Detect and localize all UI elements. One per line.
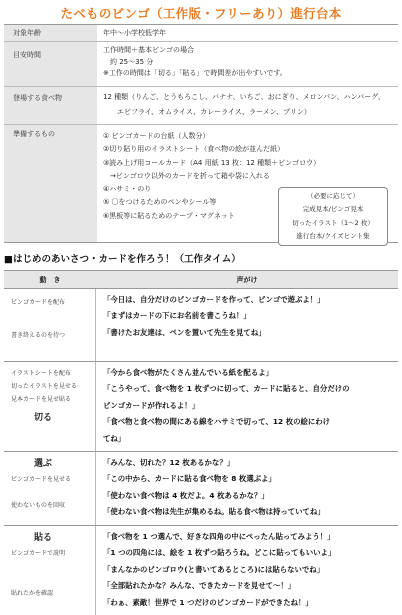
info-row-time [4, 42, 398, 87]
lines-cell [96, 289, 398, 361]
script-line: 「食べ物と食べ物の間にある線をハサミで切って、12 枚の絵にわけ [103, 417, 331, 427]
food-value [97, 87, 398, 124]
page-title: たべものビンゴ（工作版・フリーあり）進行台本 [60, 6, 342, 21]
material-item: ②切り貼り用のイラストシート（食べ物の絵が並んだ紙） [103, 145, 285, 154]
optional-items-box [278, 187, 388, 246]
table-header [4, 271, 398, 289]
material-item: ⑤ 〇をつけるためのペンやシール等 [103, 198, 217, 207]
material-item: ⑥黒板等に貼るためのテープ・マグネット [103, 211, 235, 220]
action-text: ビンゴカードを見せる [11, 476, 72, 483]
material-item: ④ハサミ・のり [103, 185, 152, 194]
lines-cell [96, 526, 398, 615]
script-line: 「使わない食べ物は先生が集めるね。貼る食べ物は持っていてね」 [103, 507, 325, 517]
column-header-action: 動 き [39, 275, 61, 284]
optional-item: 切ったイラスト（1～2 枚） [292, 218, 374, 227]
script-line: 「今日は、自分だけのビンゴカードを作って、ビンゴで遊ぶよ！」 [103, 295, 325, 304]
lines-cell [96, 452, 398, 525]
action-text: 貼る [34, 533, 53, 543]
material-item: →ビンゴロウ以外のカードを折って箱や袋に入れる [103, 171, 270, 180]
time-line: 工作時間＋基本ビンゴの場合 [103, 46, 194, 54]
script-line: 「まんなかのビンゴロウ(と書いてあるところ)には貼らないでね」 [103, 564, 325, 574]
script-line: 「わぁ、素敵！世界で 1 つだけのビンゴカードができたね！」 [103, 597, 313, 607]
materials-label: 準備するもの [4, 125, 97, 242]
action-cell [4, 526, 96, 615]
script-line: てね」 [103, 433, 126, 443]
section-heading: ■はじめのあいさつ・カードを作ろう！（工作タイム） [4, 254, 241, 265]
action-text: 貼れたかを確認 [11, 590, 54, 597]
time-line: ※工作の時間は「切る」「貼る」で時間差が出やすいです。 [103, 69, 287, 77]
materials-list [97, 125, 398, 242]
food-line: 12 種類（りんご、とうもろこし、バナナ、いちご、おにぎり、メロンパン、ハンバーグ、 [103, 93, 385, 101]
target-label: 対象年齢 [4, 25, 97, 41]
script-line: 「全部貼れたかな？みんな、できたカードを見せて～！」 [103, 581, 296, 591]
column-header-lines: 声がけ [236, 275, 258, 284]
script-line: 「まずはカードの下にお名前を書こうね！」 [103, 311, 251, 321]
time-value [97, 42, 398, 86]
script-line: 「書けたお友達は、ペンを置いて先生を見てね」 [103, 327, 266, 337]
optional-item: （必要に応じて） [307, 192, 359, 200]
script-line: 「1 つの四角には、絵を 1 枚ずつ貼ろうね。どこに貼ってもいいよ」 [103, 548, 336, 558]
action-text: 使わないものを回収 [11, 502, 66, 509]
table-row [4, 289, 398, 362]
time-line: 約 25～35 分 [103, 57, 154, 66]
table-row [4, 526, 398, 615]
script-line: 「この中から、カードに貼る食べ物を 8 枚選ぶよ」 [103, 474, 276, 484]
script-table [4, 270, 398, 615]
material-item: ① ビンゴカードの台紙（人数分） [103, 132, 210, 140]
action-text: ビンゴカードを配布 [11, 299, 66, 306]
script-line: 「こうやって、食べ物を 1 枚ずつに切って、カードに貼ると、自分だけの [103, 384, 350, 394]
action-text: 選ぶ [34, 459, 53, 469]
target-value: 年中～小学校低学年 [103, 29, 166, 37]
script-line: 「今から食べ物がたくさん並んでいる紙を配るよ」 [103, 368, 273, 377]
info-row-materials [4, 125, 398, 242]
action-text: 切る [34, 413, 53, 423]
action-text: 書き終えるのを待つ [11, 332, 66, 339]
table-row [4, 362, 398, 452]
table-row [4, 452, 398, 526]
info-row-food [4, 87, 398, 125]
action-text: ビンゴカードで説明 [11, 550, 66, 557]
optional-item: 完成見本/ビンゴ見本 [302, 205, 364, 214]
time-label: 目安時間 [4, 42, 97, 86]
action-cell [4, 452, 96, 525]
script-line: 「食べ物を 1 つ選んで、好きな四角の中にぺったん貼ってみよう！」 [103, 532, 335, 541]
action-text: 見本カードを見せ貼る [11, 396, 72, 403]
optional-item: 進行台本/クイズヒント集 [296, 231, 370, 240]
script-line: 「みんな、切れた？12 枚あるかな？」 [103, 458, 235, 467]
action-cell [4, 289, 96, 361]
info-row-target [4, 25, 398, 42]
action-cell [4, 362, 96, 451]
lines-cell [96, 362, 398, 451]
action-text: 切ったイラストを見せる [11, 383, 77, 390]
action-text: イラストシートを配布 [11, 370, 71, 377]
food-line: エビフライ、オムライス、カレーライス、ラーメン、プリン） [103, 108, 311, 116]
food-label: 登場する食べ物 [4, 87, 97, 124]
script-line: ビンゴカードが作れるよ！」 [103, 400, 200, 410]
material-item: ③読み上げ用コールカード（A4 用紙 13 枚：12 種類＋ビンゴロウ） [103, 158, 321, 167]
script-line: 「使わない食べ物は 4 枚だよ。4 枚あるかな？」 [103, 490, 269, 500]
info-table [4, 24, 398, 243]
